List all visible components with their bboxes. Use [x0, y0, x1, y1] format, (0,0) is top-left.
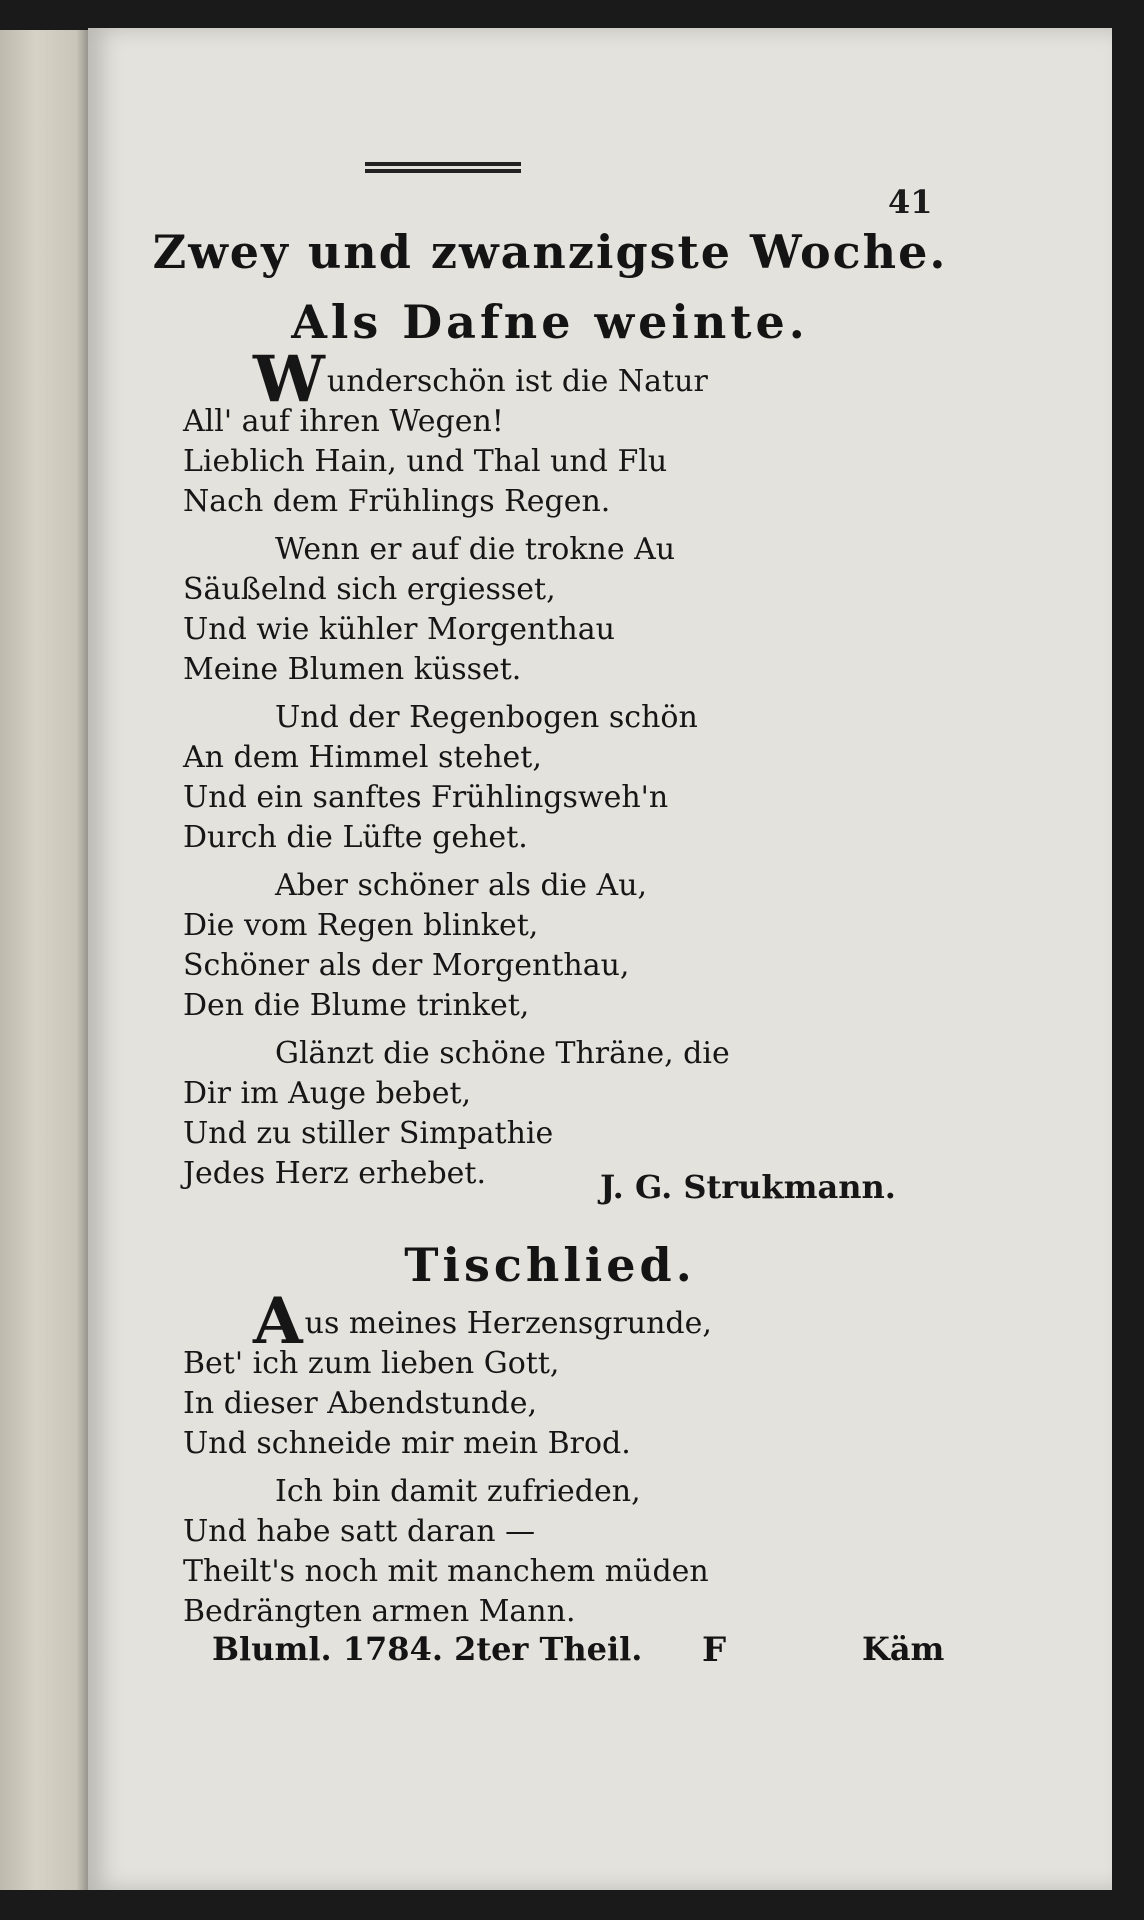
poem-line: Meine Blumen küsset.	[183, 652, 522, 687]
drop-cap: A	[253, 1284, 303, 1359]
stanza	[183, 866, 943, 1026]
poem-line: Schöner als der Morgenthau,	[183, 948, 630, 983]
poem-line: Und schneide mir mein Brod.	[183, 1426, 631, 1461]
poem-line: Die vom Regen blinket,	[183, 908, 539, 943]
poem-line: Den die Blume trinket,	[183, 988, 530, 1023]
poem-line: Dir im Auge bebet,	[183, 1076, 472, 1111]
ornamental-rule	[365, 162, 521, 173]
poem-line: In dieser Abendstunde,	[183, 1386, 538, 1421]
poem-line: Und ein sanftes Frühlingsweh'n	[183, 780, 669, 815]
poem-line: Jedes Herz erhebet.	[183, 1156, 486, 1191]
poem-author: J. G. Strukmann.	[600, 1168, 896, 1206]
catchword: Käm	[862, 1630, 945, 1668]
stanza	[183, 530, 943, 690]
poem-line: Und der Regenbogen schön	[275, 700, 698, 735]
poem-line: Bedrängten armen Mann.	[183, 1594, 576, 1629]
poem-title-dafne: Als Dafne weinte.	[291, 295, 809, 349]
poem-dafne	[183, 342, 943, 1202]
stanza	[183, 342, 943, 522]
poem-line: Und habe satt daran —	[183, 1514, 536, 1549]
page-number: 41	[888, 183, 933, 221]
poem-line: Nach dem Frühlings Regen.	[183, 484, 611, 519]
poem-line: Aber schöner als die Au,	[275, 868, 648, 903]
poem-tischlied	[183, 1284, 943, 1640]
poem-line: Ich bin damit zufrieden,	[275, 1474, 641, 1509]
poem-line: An dem Himmel stehet,	[183, 740, 542, 775]
poem-line: Säußelnd sich ergiesset,	[183, 572, 556, 607]
poem-line: Lieblich Hain, und Thal und Flu	[183, 444, 668, 479]
drop-cap: W	[253, 342, 325, 417]
poem-line: Wunderschön ist die Natur	[253, 342, 708, 417]
week-heading: Zwey und zwanzigste Woche.	[152, 225, 948, 279]
poem-line: Und zu stiller Simpathie	[183, 1116, 554, 1151]
poem-line: Theilt's noch mit manchem müden	[183, 1554, 709, 1589]
poem-line: Bet' ich zum lieben Gott,	[183, 1346, 560, 1381]
poem-line: Wenn er auf die trokne Au	[275, 532, 676, 567]
poem-line: Aus meines Herzensgrunde,	[253, 1284, 712, 1359]
poem-line: Und wie kühler Morgenthau	[183, 612, 615, 647]
poem-line: Glänzt die schöne Thräne, die	[275, 1036, 730, 1071]
poem-line: Durch die Lüfte gehet.	[183, 820, 528, 855]
imprint-line: Bluml. 1784. 2ter Theil.	[212, 1630, 643, 1668]
signature-mark: F	[702, 1630, 727, 1670]
stanza	[183, 698, 943, 858]
poem-title-tischlied: Tischlied.	[404, 1238, 696, 1292]
poem-line: All' auf ihren Wegen!	[183, 404, 504, 439]
stanza	[183, 1284, 943, 1464]
stanza	[183, 1472, 943, 1632]
